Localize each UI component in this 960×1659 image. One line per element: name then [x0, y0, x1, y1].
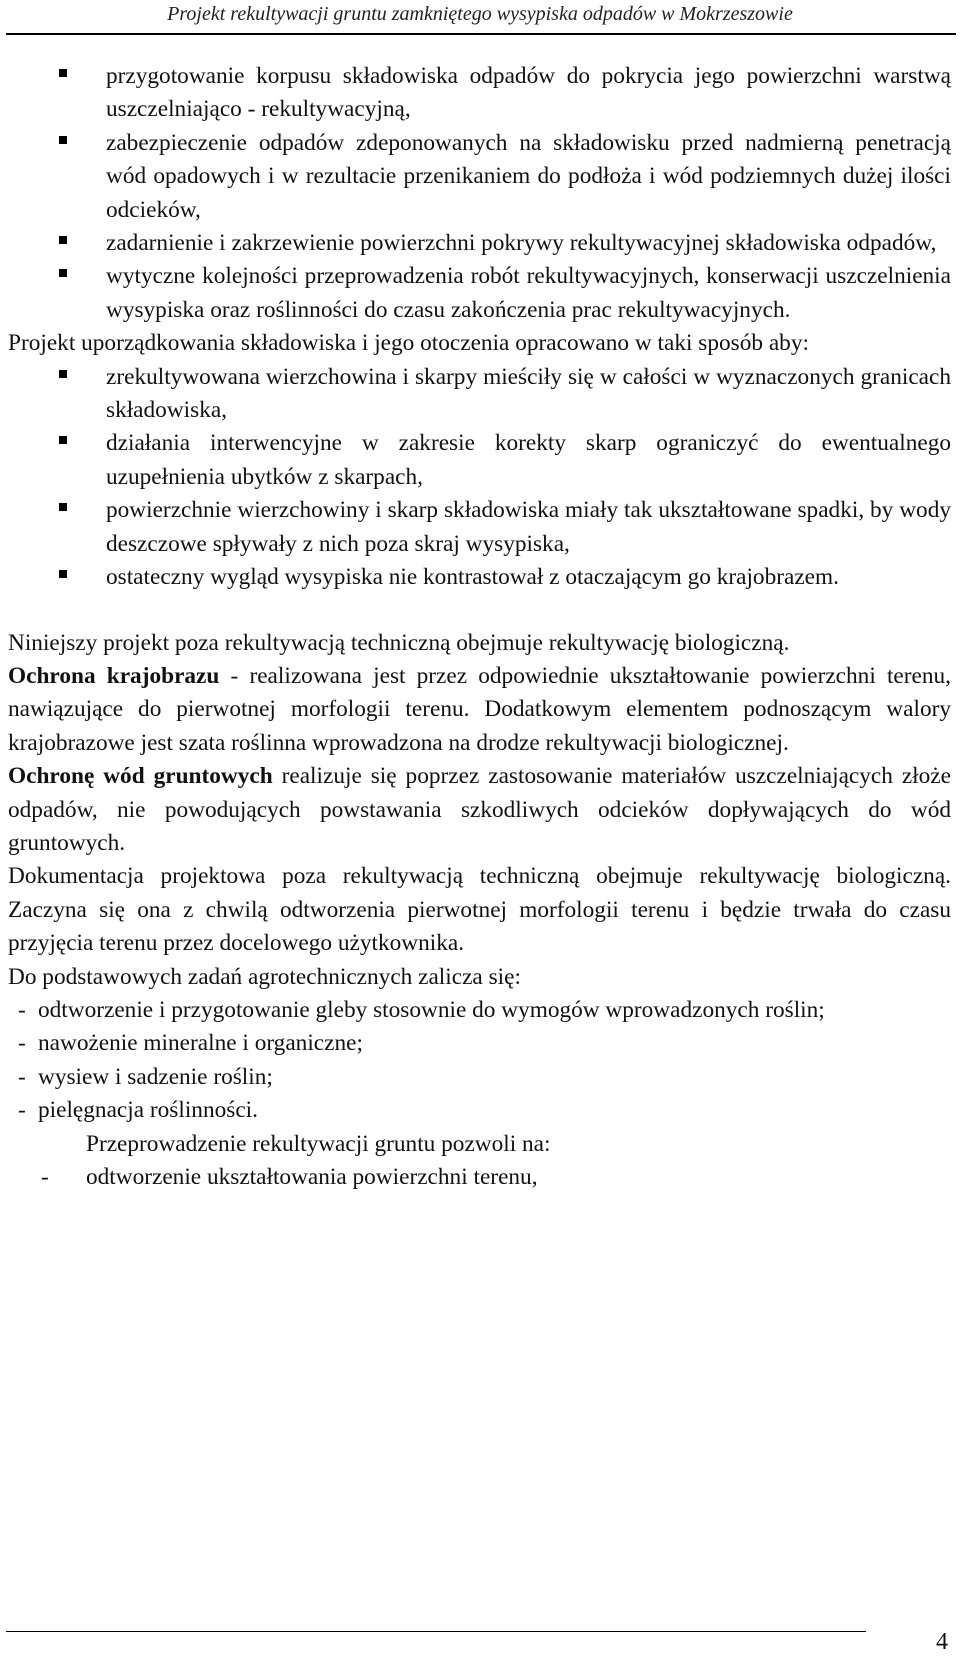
list-item [8, 1027, 951, 1060]
list-item-text: odtworzenie i przygotowanie gleby stosownie do wymogów wprowadzonych roślin; [38, 996, 825, 1023]
list-item: zrekultywowana wierzchowina i skarpy mieściły się w całości w wyznaczonych granicach składowiska, [8, 361, 951, 428]
dash-marker: - [18, 996, 26, 1023]
list-item-text: wysiew i sadzenie roślin; [38, 1063, 273, 1090]
list-item: powierzchnie wierzchowiny i skarp składowiska miały tak ukształtowane spadki, by wody deszczowe spływały z nich poza skraj wysypiska, [8, 494, 951, 561]
paragraph-text: realizuje się poprzez zastosowanie materiałów uszczelniających złoże odpadów, nie powodujących powstawania szkodliwych odcieków dopływających do wód gruntowych. [8, 763, 951, 856]
footer-rule [6, 1631, 866, 1632]
paragraph: Przeprowadzenie rekultywacji gruntu pozwoli na: [86, 1130, 551, 1157]
dash-marker: - [18, 1030, 26, 1057]
list-item: ostateczny wygląd wysypiska nie kontrastował z otaczającym go krajobrazem. [8, 561, 951, 594]
list-item: zadarnienie i zakrzewienie powierzchni pokrywy rekultywacyjnej składowiska odpadów, [8, 227, 951, 260]
dash-marker: - [18, 1097, 26, 1124]
page-number: 4 [936, 1629, 948, 1655]
list-item [8, 1094, 951, 1127]
list-item: przygotowanie korpusu składowiska odpadów do pokrycia jego powierzchni warstwą uszczelniająco - rekultywacyjną, [8, 60, 951, 127]
list-item [8, 1061, 951, 1094]
list-item-text: odtworzenie ukształtowania powierzchni terenu, [86, 1164, 538, 1190]
list-item-text: nawożenie mineralne i organiczne; [38, 1030, 363, 1057]
bold-lead: Ochronę wód gruntowych [8, 763, 273, 790]
paragraph: Niniejszy projekt poza rekultywacją techniczną obejmuje rekultywację biologiczną. [8, 629, 790, 656]
paragraph: Dokumentacja projektowa poza rekultywacją techniczną obejmuje rekultywację biologiczną. Zaczyna się ona z chwilą odtworzenia pierwotnej morfologii terenu i będzie trwała do czasu przyjęcia terenu przez docelowego użytkownika. [8, 863, 951, 957]
paragraph [8, 660, 951, 760]
paragraph: Do podstawowych zadań agrotechnicznych zalicza się: [8, 963, 521, 990]
spacer [8, 595, 951, 627]
list-item: działania interwencyjne w zakresie korekty skarp ograniczyć do ewentualnego uzupełnienia ubytków z skarpach, [8, 427, 951, 494]
list-item: zabezpieczenie odpadów zdeponowanych na składowisku przed nadmierną penetracją wód opadowych i w rezultacie przenikaniem do podłoża i wód podziemnych dużej ilości odcieków, [8, 127, 951, 227]
running-header: Projekt rekultywacji gruntu zamkniętego wysypiska odpadów w Mokrzeszowie [167, 3, 793, 25]
dash-marker: - [41, 1164, 49, 1190]
header-rule [6, 33, 956, 35]
intro-paragraph: Projekt uporządkowania składowiska i jego otoczenia opracowano w taki sposób aby: [8, 330, 809, 357]
dash-list [8, 994, 951, 1128]
paragraph-text: - realizowana jest przez odpowiednie ukształtowanie powierzchni terenu, nawiązujące do pierwotnej morfologii terenu. Dodatkowym elementem podnoszącym walory krajobrazowe jest szata roślinna wprowadzona na drodze rekultywacji biologicznej. [8, 662, 951, 756]
bullet-list-2 [8, 361, 951, 595]
dash-list-2 [8, 1161, 951, 1194]
list-item [8, 994, 951, 1027]
bullet-list-1 [8, 60, 951, 327]
bold-lead: Ochrona krajobrazu [8, 662, 220, 689]
paragraph [8, 760, 951, 860]
page-content [8, 60, 951, 1194]
list-item [8, 1161, 951, 1194]
list-item: wytyczne kolejności przeprowadzenia robót rekultywacyjnych, konserwacji uszczelnienia wysypiska oraz roślinności do czasu zakończenia prac rekultywacyjnych. [8, 260, 951, 327]
dash-marker: - [18, 1063, 26, 1090]
list-item-text: pielęgnacja roślinności. [38, 1097, 258, 1124]
